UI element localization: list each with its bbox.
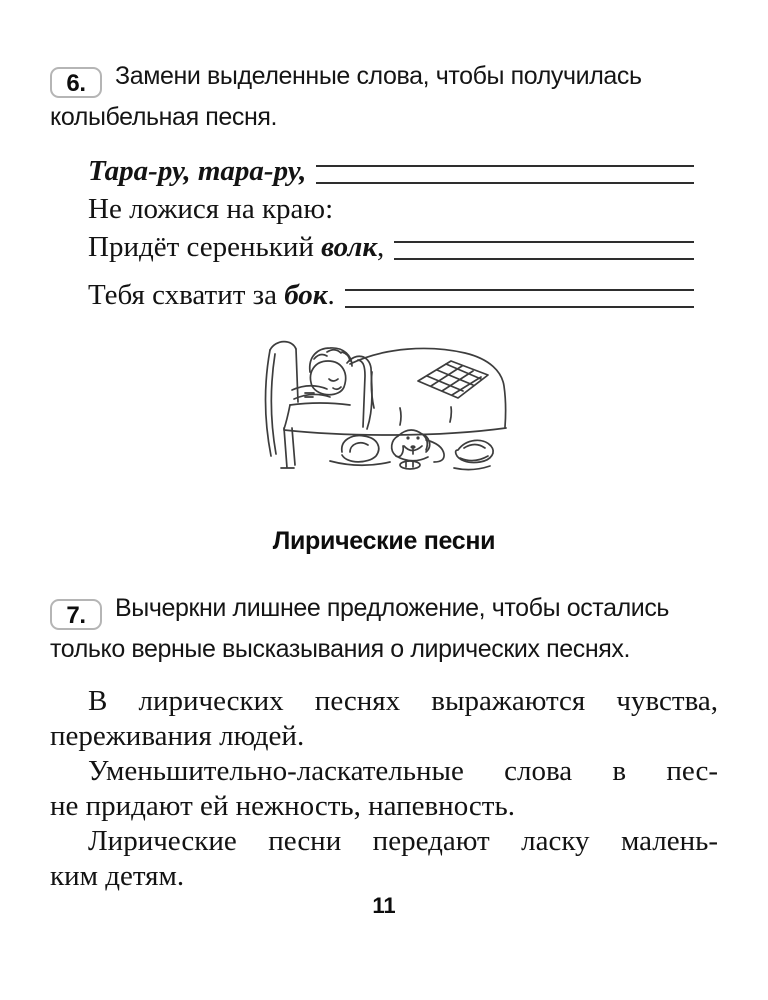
song-line-3-highlighted: волк (321, 231, 378, 263)
section-heading: Лирические песни (272, 527, 496, 555)
exercise-7-instruction-line1: Вычеркни лишнее предложение, чтобы остались (115, 594, 670, 622)
exercise-6-instruction-line1: Замени выделенные слова, чтобы получилась (115, 62, 642, 90)
exercise-6-header (50, 57, 718, 136)
exercise-6-number-badge: 6. (50, 67, 102, 98)
sleeping-child-illustration (250, 328, 518, 480)
song-line-3-punct: , (377, 231, 385, 263)
statement-3-line-1: Лирические песни передают ласку малень- (88, 825, 718, 857)
illustration-container (50, 328, 718, 485)
song-line-4-punct: . (327, 279, 335, 311)
answer-line-1[interactable] (316, 165, 694, 184)
song-line-1-highlighted: Тара-ру, тара-ру, (88, 155, 307, 187)
song-line-4-text: Тебя схватит за (88, 279, 285, 311)
song-line-2 (88, 190, 696, 228)
song-line-3-text: Придёт серенький (88, 231, 322, 263)
song-line-3 (88, 228, 696, 266)
exercise-7-header (50, 589, 718, 668)
song-line-4-highlighted: бок (284, 279, 328, 311)
song-line-2-text: Не ложися на краю: (88, 193, 334, 225)
statement-3-line-2: ким детям. (50, 860, 185, 892)
song-line-4 (88, 276, 696, 314)
statement-2-line-2: не придают ей нежность, напевность. (50, 790, 515, 822)
song-line-1 (88, 152, 696, 190)
statements-block (50, 684, 718, 894)
statement-2-line-1: Уменьшительно-ласкательные слова в пес- (88, 755, 718, 787)
exercise-7-instruction-line2: только верные высказывания о лирических песнях. (50, 635, 631, 663)
exercise-6-instruction-line2: колыбельная песня. (50, 103, 278, 131)
answer-line-2[interactable] (394, 241, 694, 260)
page-number: 11 (372, 893, 396, 918)
exercise-7-number-badge: 7. (50, 599, 102, 630)
answer-line-3[interactable] (345, 289, 694, 308)
lullaby-song (88, 152, 696, 314)
statement-1-line-2: переживания людей. (50, 720, 305, 752)
statement-1-line-1: В лирических песнях выражаются чувства, (88, 685, 718, 717)
